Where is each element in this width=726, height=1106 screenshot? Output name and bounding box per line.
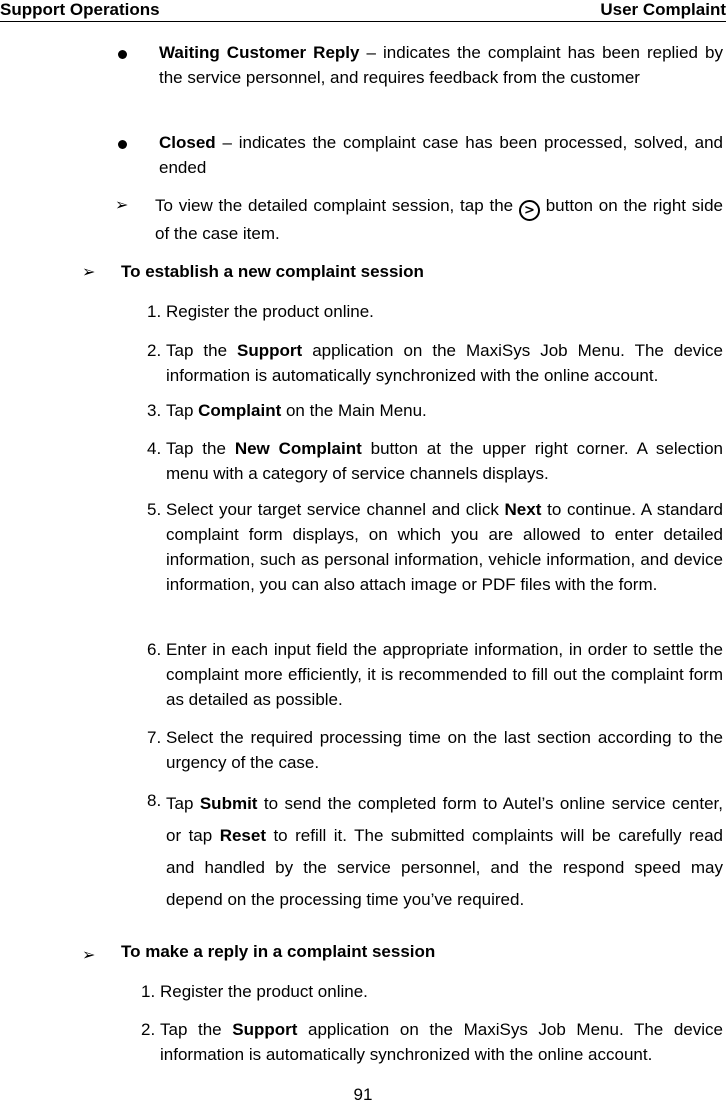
step-text: Select your target service channel and click Next to continue. A standard complaint form displays, on which you are allowed to enter detailed information, such as personal information, vehicle information, and device information, you can also attach image or PDF files with the form.: [166, 500, 723, 594]
step-number: 4.: [147, 439, 162, 458]
step-text: Tap the Support application on the MaxiSys Job Menu. The device information is automatically synchronized with the online account.: [166, 341, 724, 385]
arrow-bullet-icon: ➢: [82, 945, 96, 964]
step-text: Enter in each input field the appropriate information, in order to settle the complaint more efficiently, it is recommended to fill out the complaint form as detailed as possible.: [166, 640, 723, 709]
step-text: Tap the Support application on the MaxiSys Job Menu. The device information is automatically synchronized with the online account.: [160, 1020, 723, 1064]
bullet-dot-icon: [118, 140, 127, 149]
section-heading-new-complaint: To establish a new complaint session: [121, 262, 424, 281]
header-chapter-title: User Complaint: [600, 0, 726, 19]
step-number: 3.: [147, 401, 162, 420]
status-label: Waiting Customer Reply: [159, 43, 360, 62]
status-item-waiting: [159, 40, 723, 90]
arrow-bullet-icon: ➢: [82, 262, 96, 281]
step-number: 8.: [147, 791, 162, 810]
step-number: 2.: [147, 341, 162, 360]
section-heading-reply: To make a reply in a complaint session: [121, 942, 436, 961]
open-session-button-icon: >: [519, 200, 540, 221]
step-number: 5.: [147, 500, 162, 519]
step-text: Register the product online.: [166, 302, 374, 321]
step-text: Register the product online.: [160, 982, 368, 1001]
step-number: 7.: [147, 728, 162, 747]
status-description: – indicates the complaint has been replied by the service personnel, and requires feedback from the customer: [159, 43, 723, 87]
status-description: – indicates the complaint case has been processed, solved, and ended: [159, 133, 723, 177]
page-header: [0, 0, 726, 22]
view-session-tip: To view the detailed complaint session, tap the > button on the right side of the case item.: [155, 196, 723, 243]
step-number: 1.: [141, 982, 156, 1001]
status-label: Closed: [159, 133, 216, 152]
step-text: Select the required processing time on the last section according to the urgency of the case.: [166, 728, 723, 772]
step-number: 2.: [141, 1020, 156, 1039]
step-number: 1.: [147, 302, 162, 321]
arrow-bullet-icon: ➢: [115, 195, 129, 214]
page-number: 91: [353, 1085, 373, 1104]
status-item-closed: [159, 130, 723, 180]
header-section-title: Support Operations: [0, 0, 160, 19]
bullet-dot-icon: [118, 50, 127, 59]
step-text: Tap Submit to send the completed form to Autel’s online service center, or tap Reset to refill it. The submitted complaints will be carefully read and handled by the service personnel, and the respond speed may depend on the processing time you’ve required.: [166, 794, 723, 909]
step-text: Tap the New Complaint button at the upper right corner. A selection menu with a category of service channels displays.: [166, 439, 723, 483]
step-number: 6.: [147, 640, 162, 659]
step-text: Tap Complaint on the Main Menu.: [166, 401, 427, 420]
